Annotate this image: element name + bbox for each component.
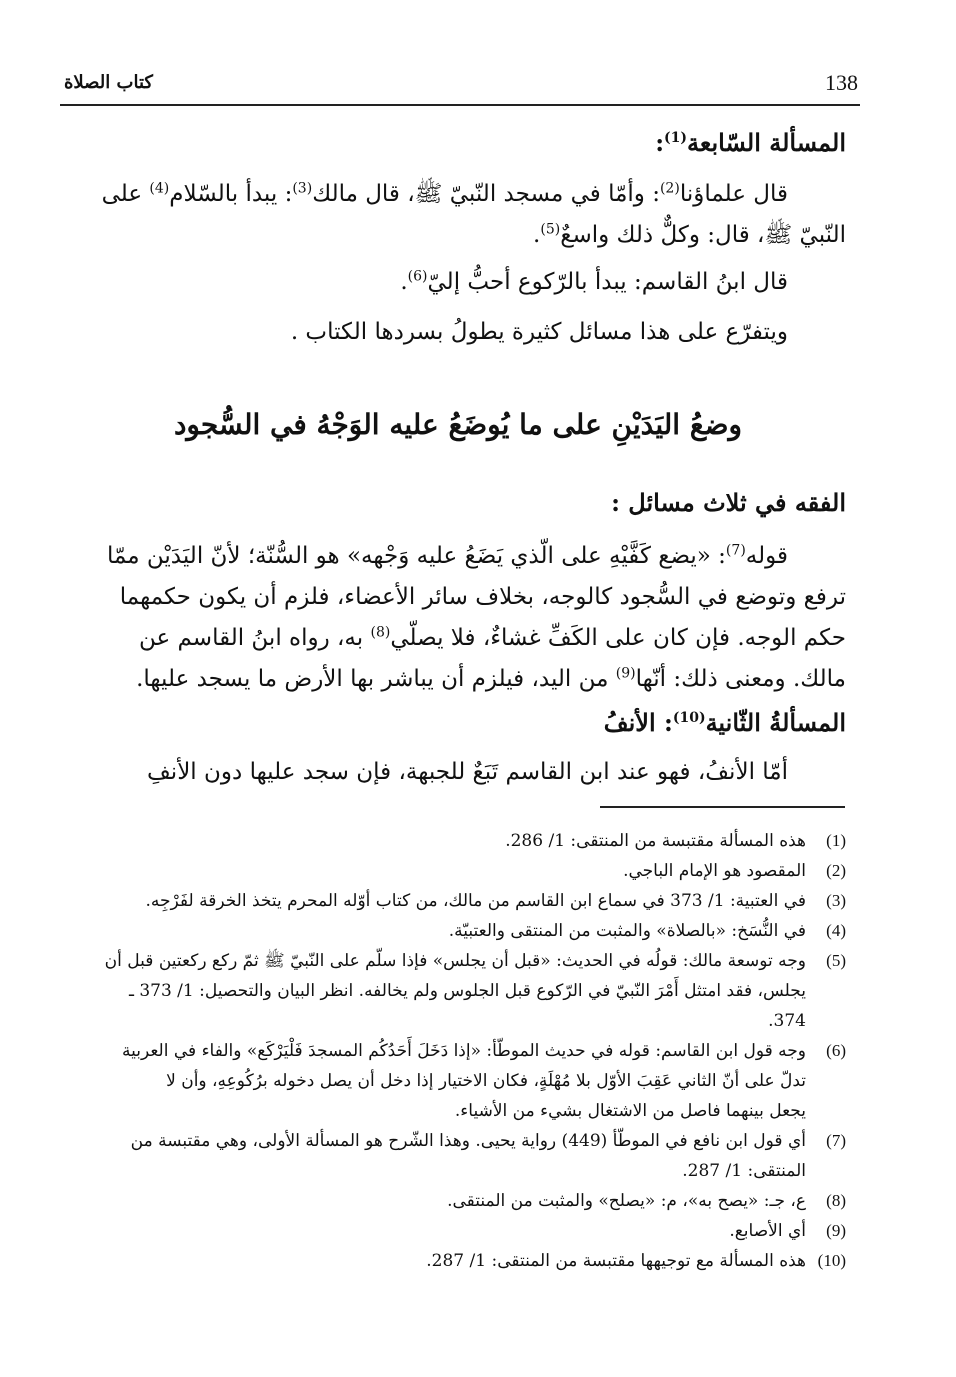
footnotes	[70, 826, 846, 1276]
section-heading-fiqh: الفقه في ثلاث مسائل :	[611, 488, 846, 517]
footnote: (7) أي قول ابن نافع في الموطّأ (449) رواية يحيى. وهذا الشّرح هو المسألة الأولى، وهي مقتبسة من المنتقى: 1/ 287.	[130, 1131, 846, 1181]
footnote: (4) في النُّسَخ: «بالصلاة» والمثبت من المنتقى والعتبيّة.	[448, 921, 846, 941]
chapter-heading: وضعُ اليَدَيْنِ على ما يُوضَعُ عليه الوَجْهُ في السُّجود	[173, 408, 743, 441]
text-line: قال علماؤنا$^{(2)}$: وأمّا في مسجد النّبيّ ﷺ، قال مالك$^{(3)}$: يبدأ بالسّلام$^{(4)}$ على	[101, 180, 788, 207]
footnote-ref: (1)	[664, 130, 688, 146]
footnote: (2) المقصود هو الإمام الباجي.	[623, 861, 846, 881]
text-line: حكم الوجه. فإن كان على الكَفِّ غشاءٌ، فلا يصلّي$^{(8)}$ به، رواه ابنُ القاسم عن	[138, 624, 846, 651]
text-line: مالك. ومعنى ذلك: أنّها$^{(9)}$ من اليد، فيلزم أن يباشر بها الأرض ما يسجد عليها.	[136, 665, 846, 692]
paragraph-scholars	[70, 174, 846, 256]
footnote-separator	[600, 806, 845, 808]
paragraph-ibn-qasim	[70, 262, 846, 303]
paragraph-hands	[70, 536, 846, 700]
text-line: النّبيّ ﷺ، قال: وكلٌّ ذلك واسعٌ$^{(5)}$.	[533, 221, 846, 248]
running-title: كتاب الصلاة	[64, 72, 153, 93]
footnote: (6) وجه قول ابن القاسم: قوله في حديث الموطّأ: «إذا دَخَلَ أَحَدُكُم المسجدَ فَلْيَرْكَع» والفاء في العربية تدلّ على أنّ الثاني عَقِبَ الأوّل بلا مُهْلَةٍ، فكان الاختيار إذا دخل أن يصل دخوله برُكُوعِهِ، وأن لا يجعل بينهما فاصل من الاشتغال بشيء من الأشياء.	[122, 1041, 846, 1121]
page-number: 138	[825, 70, 858, 95]
sub-heading-nose: المسألةُ الثّانية$^{(10)}$: الأنفُ	[603, 708, 846, 737]
footnote: (1) هذه المسألة مقتبسة من المنتقى: 1/ 286.	[505, 831, 846, 851]
paragraph-branches	[70, 312, 846, 353]
page-header	[60, 64, 860, 106]
footnote: (9) أي الأصابع.	[729, 1221, 846, 1241]
footnote: (3) في العتبية: 1/ 373 في سماع ابن القاسم من مالك، من كتاب أوّله المحرم يتخذ الخرقة لفَرْجِه.	[145, 891, 846, 911]
footnote: (5) وجه توسعة مالك: قولُه في الحديث: «قبل أن يجلس» فإذا سلّم على النّبيّ ﷺ ثمّ ركع ركعتين قبل أن يجلس، فقد امتثل أَمْرَ النّبيّ في الرّكوع قبل الجلوس ولم يخالفه. انظر البيان والتحصيل: 1/ 373 ـ 374.	[104, 951, 846, 1031]
text-line: ترفع وتوضع في السُّجود كالوجه، بخلاف سائر الأعضاء، فلزم أن يكون حكمهما	[119, 584, 846, 610]
footnote: (10) هذه المسألة مع توجيهها مقتبسة من المنتقى: 1/ 287.	[426, 1251, 846, 1271]
paragraph-nose	[70, 752, 846, 793]
footnote: (8) ع، جـ: «يصح به»، م: «يصلح» والمثبت من المنتقى.	[447, 1191, 846, 1211]
section-heading-seventh: المسألة السّابعة$^{(1)}$:	[655, 128, 846, 157]
text-line: ويتفرّع على هذا مسائل كثيرة يطولُ بسردها الكتاب .	[290, 319, 788, 345]
text-line: قال ابنُ القاسم: يبدأ بالرّكوع أحبُّ إليّ$^{(6)}$.	[400, 268, 788, 295]
text-line: أمّا الأنفُ، فهو عند ابن القاسم تَبَعٌ للجبهة، فإن سجد عليها دون الأنفِ	[146, 759, 788, 785]
text-line: قوله$^{(7)}$: «يضع كَفَّيْهِ على الّذي يَضَعُ عليه وَجْهه» هو السُّنّة؛ لأنّ اليَدَيْن ممّا	[106, 542, 788, 569]
